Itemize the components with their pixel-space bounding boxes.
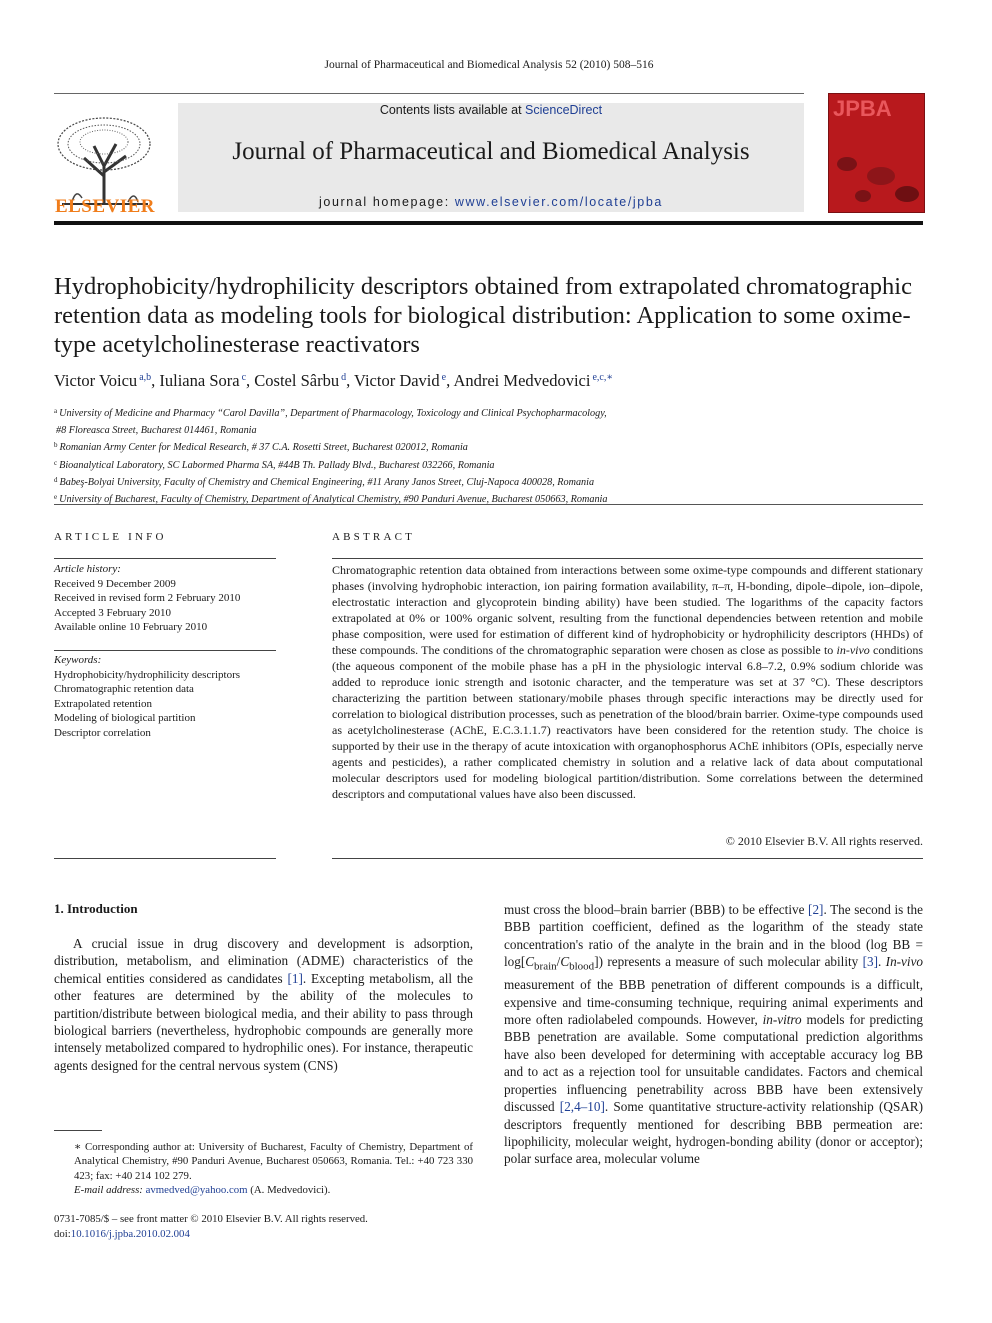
introduction-column-right: must cross the blood–brain barrier (BBB) to be effective [2]. The second is the BBB partition coefficient, defined as the logarithm of the steady state concentration's ratio of the analyte in the brain and in the blood (log BB = $\log[C_{brain}/C_{blood}]$) represents a measure of such molecular ability [3]. In-vivo measurement of the BBB penetration of different compounds is a difficult, expensive and time-consuming technique, requiring animal experiments and more often radiolabeled compounds. However, in-vitro models for predicting BBB penetration are available. Some computational prediction algorithms have also been developed for determining with acceptable accuracy log BB and to act as a rejection tool for unsuitable candidates. Factors and chemical properties influencing penetrability across BBB have been extensively discussed [2,4–10]. Some quantitative structure-activity relationship (QSAR) descriptors frequently mentioned for describing BBB permeation are: lipophilicity, molecular weight, hydrogen-bonding ability (donor or acceptor); polar surface area, molecular volume [504,902,924,1167]
contents-line [178,103,804,117]
section-rule [54,504,923,505]
abstract-rule [332,858,923,859]
author: Costel Sârbu $^d$ [254,371,347,390]
contents-prefix: Contents lists available at [379,103,526,117]
journal-name: Journal of Pharmaceutical and Biomedical Analysis [232,138,750,165]
author-affiliation-marker[interactable]: d [341,372,347,383]
reference-link[interactable]: [2,4–10] [559,1099,605,1115]
abstract-copyright: © 2010 Elsevier B.V. All rights reserved. [725,834,923,848]
article-title: Hydrophobicity/hydrophilicity descriptors obtained from extrapolated chromatographic retention data as modeling tools for biological distribution: Application to some oxime-type acetylcholinesterase reactivators [54,273,912,358]
keyword: Descriptor correlation [54,726,151,739]
journal-citation: Journal of Pharmaceutical and Biomedical Analysis 52 (2010) 508–516 [324,59,654,71]
doi-line: doi:10.1016/j.jpba.2010.02.004 [54,1228,190,1240]
history-item: Received in revised form 2 February 2010 [54,592,241,604]
elsevier-wordmark: ELSEVIER [54,196,156,217]
corresponding-author-footnote [54,1140,473,1197]
keywords-label: Keywords: [54,654,102,666]
doi-link[interactable]: 10.1016/j.jpba.2010.02.004 [70,1228,190,1240]
homepage-link[interactable]: www.elsevier.com/locate/jpba [454,195,663,209]
homepage-prefix: journal homepage: [319,195,455,209]
article-history [54,562,276,635]
history-item: Available online 10 February 2010 [54,621,208,633]
abstract-text: Chromatographic retention data obtained from interactions between some oxime-type compounds and different stationary phases (involving hydrophobic interaction, ion pairing formation availability, π–π, H-bonding, dipole–dipole, ion–dipole, electrostatic interaction and glycoprotein binding ability) have been studied. The logarithms of the capacity factors extrapolated at 0% or 100% organic solvent, resulting from the functional dependencies between retention and mobile phase composition, were used for estimation of different kind of hydrophobicity or hydrophilicity descriptors (HHDs) of these compounds. The conditions of the chromatographic separation were chosen as close as possible to in-vivo conditions (the aqueous component of the mobile phase has a pH in the physiologic interval 6.8–7.2, 0.9% sodium chloride was added to reproduce ionic strength and isotonic character, and the temperature was set at 37 °C). These descriptors characterizing the partition between stationary/mobile phases through specific interactions may be directly used for correlation to biological distribution processes, such as penetration of the blood/brain barrier. Oxime-type compounds used as acetylcholinesterase (AChE, E.C.3.1.1.7) reactivators have been considered for the retention study. The choice is supported by their use in the therapy of acute intoxication with organophosphorus AChE inhibitors (OPIs, especially nerve agents and pesticides), a rather complicated chemistry in solution and a relative lack of data about computational molecular descriptors used for modeling biological partition/distribution. Some correlations between the determined descriptors and computational values have also been discussed. [332,563,923,801]
journal-cover-image [828,93,925,213]
history-label: Article history: [54,563,121,575]
sciencedirect-link[interactable]: ScienceDirect [525,103,603,117]
keyword: Extrapolated retention [54,697,153,710]
reference-link[interactable]: [1] [287,970,303,986]
history-item: Accepted 3 February 2010 [54,606,171,619]
keyword: Chromatographic retention data [54,683,194,695]
abstract-rule [332,558,923,559]
footnote-email-line: E-mail address: avmedved@yahoo.com (A. Medvedovici). [74,1183,331,1196]
keyword: Hydrophobicity/hydrophilicity descriptors [54,668,241,681]
issn-block [54,1212,554,1242]
reference-link[interactable]: [3] [862,954,879,970]
author: Victor David $^e$ [354,371,447,390]
author: Victor Voicu $^{a,b}$ [54,371,152,390]
affiliation: $^d$ Babeş-Bolyai University, Faculty of Chemistry and Chemical Engineering, #11 Arany Janos Street, Cluj-Napoca 400028, Romania [54,475,595,488]
author-list: Victor Voicu $^{a,b}$, Iuliana Sora $^c$, Costel Sârbu $^d$, Victor David $^e$, Andrei Medvedovici $^{e,c,∗}$ [54,371,614,390]
keywords [54,653,276,740]
homepage-line [178,195,804,209]
affiliation: $^e$ University of Bucharest, Faculty of Chemistry, Department of Analytical Chemistry, #90 Panduri Avenue, Bucharest 050663, Romania [54,493,608,506]
affiliation: $^a$ University of Medicine and Pharmacy “Carol Davilla”, Department of Pharmacology, Toxicology and Clinical Psychopharmacology, [54,407,607,419]
email-link[interactable]: avmedved@yahoo.com [145,1183,248,1196]
affiliation: #8 Floreasca Street, Bucharest 014461, Romania [56,425,257,437]
article-info-rule [54,858,276,859]
abstract-heading: ABSTRACT [332,531,416,543]
author-affiliation-marker[interactable]: e [441,372,447,383]
history-item: Received 9 December 2009 [54,577,176,590]
masthead-top-rule [54,93,804,94]
article-info-rule [54,558,276,559]
reference-link[interactable]: [2] [808,902,824,917]
author: Iuliana Sora $^c$ [159,371,247,390]
introduction-heading: 1. Introduction [54,901,138,916]
author: Andrei Medvedovici $^{e,c,∗}$ [453,371,614,390]
affiliation: $^c$ Bioanalytical Laboratory, SC Labormed Pharma SA, #44B Th. Pallady Blvd., Bucharest 032266, Romania [54,458,495,471]
article-info-heading: ARTICLE INFO [54,531,167,543]
keyword: Modeling of biological partition [54,712,196,724]
cover-art [829,94,924,212]
author-affiliation-marker[interactable]: c [241,372,247,383]
cover-title: JPBA [833,96,892,121]
author-affiliation-marker[interactable]: e,c,∗ [592,372,614,383]
affiliation-list [54,404,922,507]
article-info-rule [54,650,276,651]
affiliation: $^b$ Romanian Army Center for Medical Research, # 37 C.A. Rosetti Street, Bucharest 020012, Romania [54,441,468,454]
author-affiliation-marker[interactable]: a,b [139,372,152,383]
masthead-thick-rule [54,221,923,225]
footnote-text: ∗ Corresponding author at: University of Bucharest, Faculty of Chemistry, Department of Analytical Chemistry, #90 Panduri Avenue, Bucharest 050663, Romania. Tel.: +40 723 330 423; fax: +40 214 102 279. [74,1141,473,1182]
introduction-column-left: A crucial issue in drug discovery and development is adsorption, distribution, metabolism, and elimination (ADME) characteristics of the chemical entities considered as candidates [1]. Excepting metabolism, all the other features are determined by the ability of the molecules to partition/distribute between biological media, and their ability to pass through biological barriers (nevertheless, hydrophobic compounds are generally more intensely metabolized compared to hydrophilic ones). For instance, therapeutic agents designed for the central nervous system (CNS) [54,936,473,1073]
footnote-rule [54,1130,102,1131]
issn-line: 0731-7085/$ – see front matter © 2010 Elsevier B.V. All rights reserved. [54,1213,368,1225]
